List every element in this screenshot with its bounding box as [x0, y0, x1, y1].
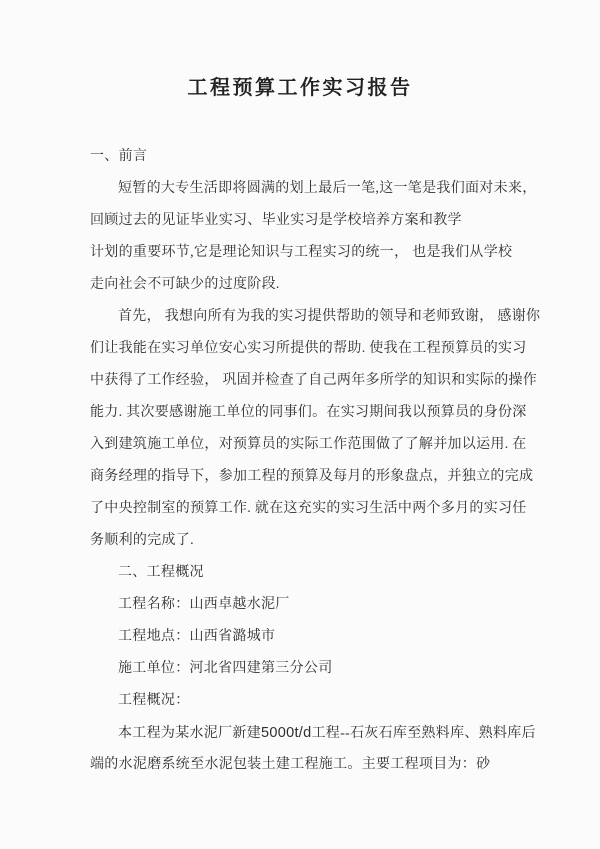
text-run: 一、前言 [90, 149, 148, 164]
text-line [90, 557, 520, 589]
text-run: 中获得了工作经验， 巩固并检查了自己两年多所学的知识和实际的操作 [90, 373, 538, 388]
text-run: 计划的重要环节,它是理论知识与工程实习的统一， 也是我们从学校 [90, 245, 513, 260]
text-line [90, 621, 520, 653]
text-run: 端的水泥磨系统至水泥包装土建工程施工。主要工程项目为：砂 [90, 757, 491, 772]
text-run: 工程概况： [118, 693, 190, 708]
text-run: 务顺利的完成了. [90, 533, 194, 548]
text-line [90, 365, 538, 397]
text-line [90, 237, 520, 269]
text-line [90, 685, 520, 717]
text-line [90, 205, 520, 237]
text-run: 二、工程概况 [118, 565, 204, 580]
text-line [90, 461, 534, 493]
text-line [90, 173, 537, 205]
text-run: 短暂的大专生活即将圆满的划上最后一笔,这一笔是我们面对未来， [118, 181, 537, 196]
text-line [90, 301, 541, 333]
text-line [90, 653, 520, 685]
text-line [90, 717, 536, 749]
text-run: 工程名称：山西卓越水泥厂 [118, 597, 290, 612]
text-line [90, 493, 527, 525]
text-line [90, 589, 520, 621]
text-line [90, 429, 527, 461]
text-line [90, 141, 520, 173]
text-run: 回顾过去的见证毕业实习、毕业实习是学校培养方案和教学 [90, 213, 462, 228]
text-run: 入到建筑施工单位，对预算员的实际工作范围做了了解并加以运用. 在 [90, 437, 527, 452]
text-run: 了中央控制室的预算工作. 就在这充实的实习生活中两个多月的实习任 [90, 501, 527, 516]
text-run: 首先， 我想向所有为我的实习提供帮助的领导和老师致谢， 感谢你 [118, 309, 541, 324]
text-line [90, 749, 520, 781]
text-run: 工程--石灰石库至熟料库、熟料库后 [311, 726, 536, 741]
document-title: 工程预算工作实习报告 [187, 77, 413, 99]
text-run: 工程地点：山西省潞城市 [118, 629, 276, 644]
text-line [90, 397, 527, 429]
text-run: 本工程为某水泥厂新建 [118, 726, 261, 741]
text-run: 走向社会不可缺少的过度阶段. [90, 277, 280, 292]
text-run: 能力. 其次要感谢施工单位的同事们。在实习期间我以预算员的身份深 [90, 405, 527, 420]
text-line [90, 269, 520, 301]
text-run: 们让我能在实习单位安心实习所提供的帮助. 使我在工程预算员的实习 [90, 341, 527, 356]
numeric-text-run: 5000t/d [261, 725, 312, 741]
text-run: 施工单位：河北省四建第三分公司 [118, 661, 333, 676]
text-line [90, 525, 520, 557]
text-line [90, 333, 527, 365]
document-body [90, 141, 541, 781]
text-run: 商务经理的指导下，参加工程的预算及每月的形象盘点，并独立的完成 [90, 469, 534, 484]
